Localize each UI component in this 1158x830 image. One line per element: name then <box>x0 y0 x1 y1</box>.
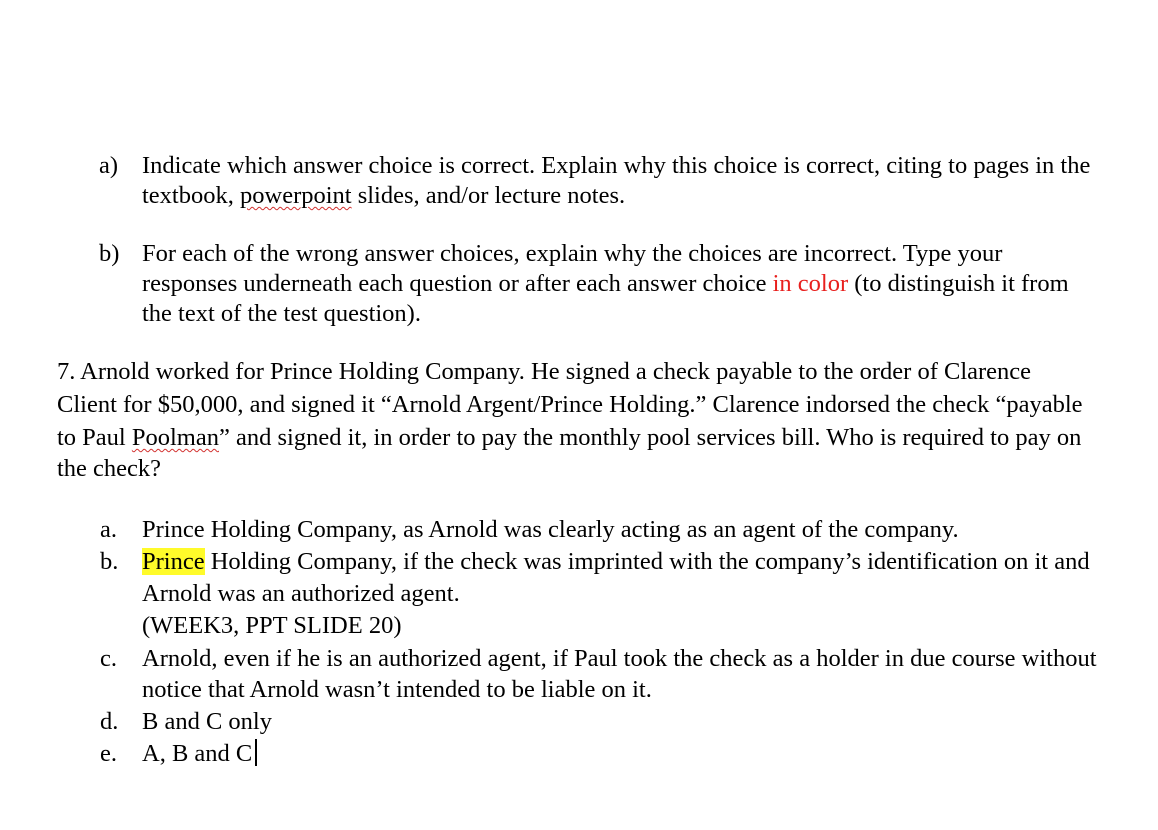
question-line4: the check? <box>57 455 162 482</box>
choice-c-marker: c. <box>100 645 117 672</box>
choice-d-line1: B and C only <box>142 708 272 735</box>
instruction-b-line2-pre: responses underneath each question or after each answer choice <box>142 270 773 297</box>
instruction-a-line2-pre: textbook, <box>142 182 240 209</box>
question-line1: 7. Arnold worked for Prince Holding Company. He signed a check payable to the order of Clarence <box>57 358 1032 385</box>
highlighted-word: Prince <box>142 548 205 575</box>
choice-e-text: A, B and C <box>142 740 253 767</box>
choice-c-line2: notice that Arnold wasn’t intended to be liable on it. <box>142 676 652 703</box>
choice-e-line1[interactable] <box>142 739 257 769</box>
instruction-a-line2 <box>142 181 625 211</box>
instruction-b-line2 <box>142 269 1069 299</box>
question-line3-post: ” and signed it, in order to pay the monthly pool services bill. Who is required to pay on <box>219 424 1082 451</box>
choice-b-marker: b. <box>100 548 119 575</box>
question-line3-pre: to Paul <box>57 424 132 451</box>
choice-b-line1-rest: Holding Company, if the check was imprinted with the company’s identification on it and <box>204 548 1090 575</box>
instruction-b-line1: For each of the wrong answer choices, explain why the choices are incorrect. Type your <box>142 240 1003 267</box>
choice-e-marker: e. <box>100 740 117 767</box>
choice-c-line1: Arnold, even if he is an authorized agent, if Paul took the check as a holder in due course without <box>142 645 1097 672</box>
text-cursor <box>255 739 257 766</box>
spellcheck-flagged-word[interactable]: powerpoint <box>240 182 352 209</box>
question-line3 <box>57 423 1081 453</box>
question-line2: Client for $50,000, and signed it “Arnold Argent/Prince Holding.” Clarence indorsed the check “payable <box>57 391 1083 418</box>
instruction-b-marker: b) <box>99 240 120 267</box>
choice-b-line2: Arnold was an authorized agent. <box>142 580 460 607</box>
spellcheck-flagged-word[interactable]: Poolman <box>131 424 219 451</box>
instruction-a-line1: Indicate which answer choice is correct. Explain why this choice is correct, citing to pages in the <box>142 152 1091 179</box>
in-color-red-text: in color <box>772 270 849 297</box>
choice-a-line1: Prince Holding Company, as Arnold was clearly acting as an agent of the company. <box>142 516 959 543</box>
choice-a-marker: a. <box>100 516 117 543</box>
choice-d-marker: d. <box>100 708 119 735</box>
instruction-b-line2-post: (to distinguish it from <box>848 270 1069 297</box>
instruction-a-line2-post: slides, and/or lecture notes. <box>351 182 626 209</box>
choice-b-line1 <box>142 547 1090 577</box>
choice-b-line3: (WEEK3, PPT SLIDE 20) <box>142 612 402 639</box>
instruction-b-line3: the text of the test question). <box>142 300 421 327</box>
instruction-a-marker: a) <box>99 152 119 179</box>
